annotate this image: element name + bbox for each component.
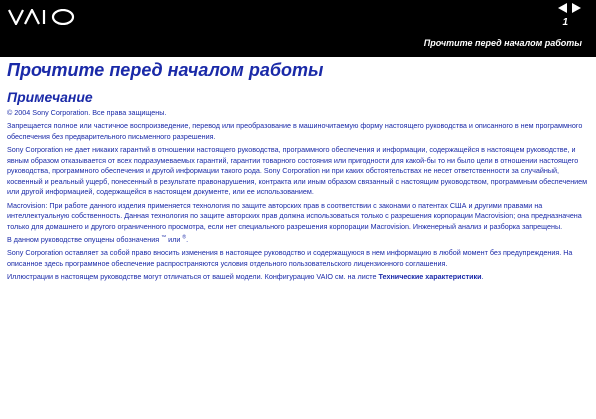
paragraph-warranty: Sony Corporation не дает никаких гарантий в отношении настоящего руководства, программного обеспечения и информации, содержащейся в настоящем руководстве, и явным образом отказывается от всех подразумеваемых гарантий, гарантии товарного состояния или пригодности для какой-бы то ни было цели в отношении настоящего руководства, программного обеспечения и другой информации такого рода. Sony Corporation ни при каких обстоятельствах не несет ответственности за случайный, косвенный и реальный ущерб, понесенный в результате правонарушения, контракта или иным образом связанный с настоящим руководством, программным обеспечением или другой информацией, содержащейся в настоящем документе, или ее использованием. — [7, 144, 588, 197]
next-page-icon[interactable] — [572, 3, 581, 13]
specifications-link[interactable]: Технические характеристики — [378, 271, 482, 281]
page-header — [0, 0, 596, 57]
paragraph-illustrations: Иллюстрации в настоящем руководстве могут отличаться от вашей модели. Конфигурацию VAIO см. на листе Технические характеристики. — [7, 271, 484, 281]
paragraph-reproduction: Запрещается полное или частичное воспроизведение, перевод или преобразование в машиночитаемую форму настоящего руководства и описанного в нем программного обеспечения без предварительного письменного разрешения. — [7, 121, 583, 141]
vaio-logo — [8, 9, 76, 25]
paragraph-changes: Sony Corporation оставляет за собой право вносить изменения в настоящее руководство и содержащуюся в нем информацию в любой момент без предупреждения. На описанное здесь программное обеспечение распространяются условия отдельного пользовательского лицензионного соглашения. — [7, 248, 573, 268]
document-body — [7, 59, 589, 285]
paragraph-macrovision: Macrovision: При работе данного изделия применяется технология по защите авторских прав в соответствии с законами о патентах США и другими правами на интеллектуальную собственность. Данная технология по защите авторских прав должна использоваться только с разрешения корпорации Macrovision; она предназначена только для домашнего и другого ограниченного просмотра, если нет специального разрешения корпорации Macrovision. Инженерный анализ и разборка запрещены. — [7, 200, 582, 231]
page-title: Прочтите перед началом работы — [7, 60, 324, 80]
paragraph-trademarks: В данном руководстве опущены обозначения ™ или ®. — [7, 234, 189, 244]
page-navigation — [558, 3, 581, 13]
copyright-text: © 2004 Sony Corporation. Все права защищены. — [7, 108, 167, 117]
header-title: Прочтите перед началом работы — [423, 38, 582, 48]
registered-symbol: ® — [182, 234, 187, 241]
previous-page-icon[interactable] — [558, 3, 567, 13]
trademark-symbol: ™ — [161, 234, 167, 241]
section-title: Примечание — [7, 89, 93, 105]
page-number: 1 — [562, 17, 568, 28]
